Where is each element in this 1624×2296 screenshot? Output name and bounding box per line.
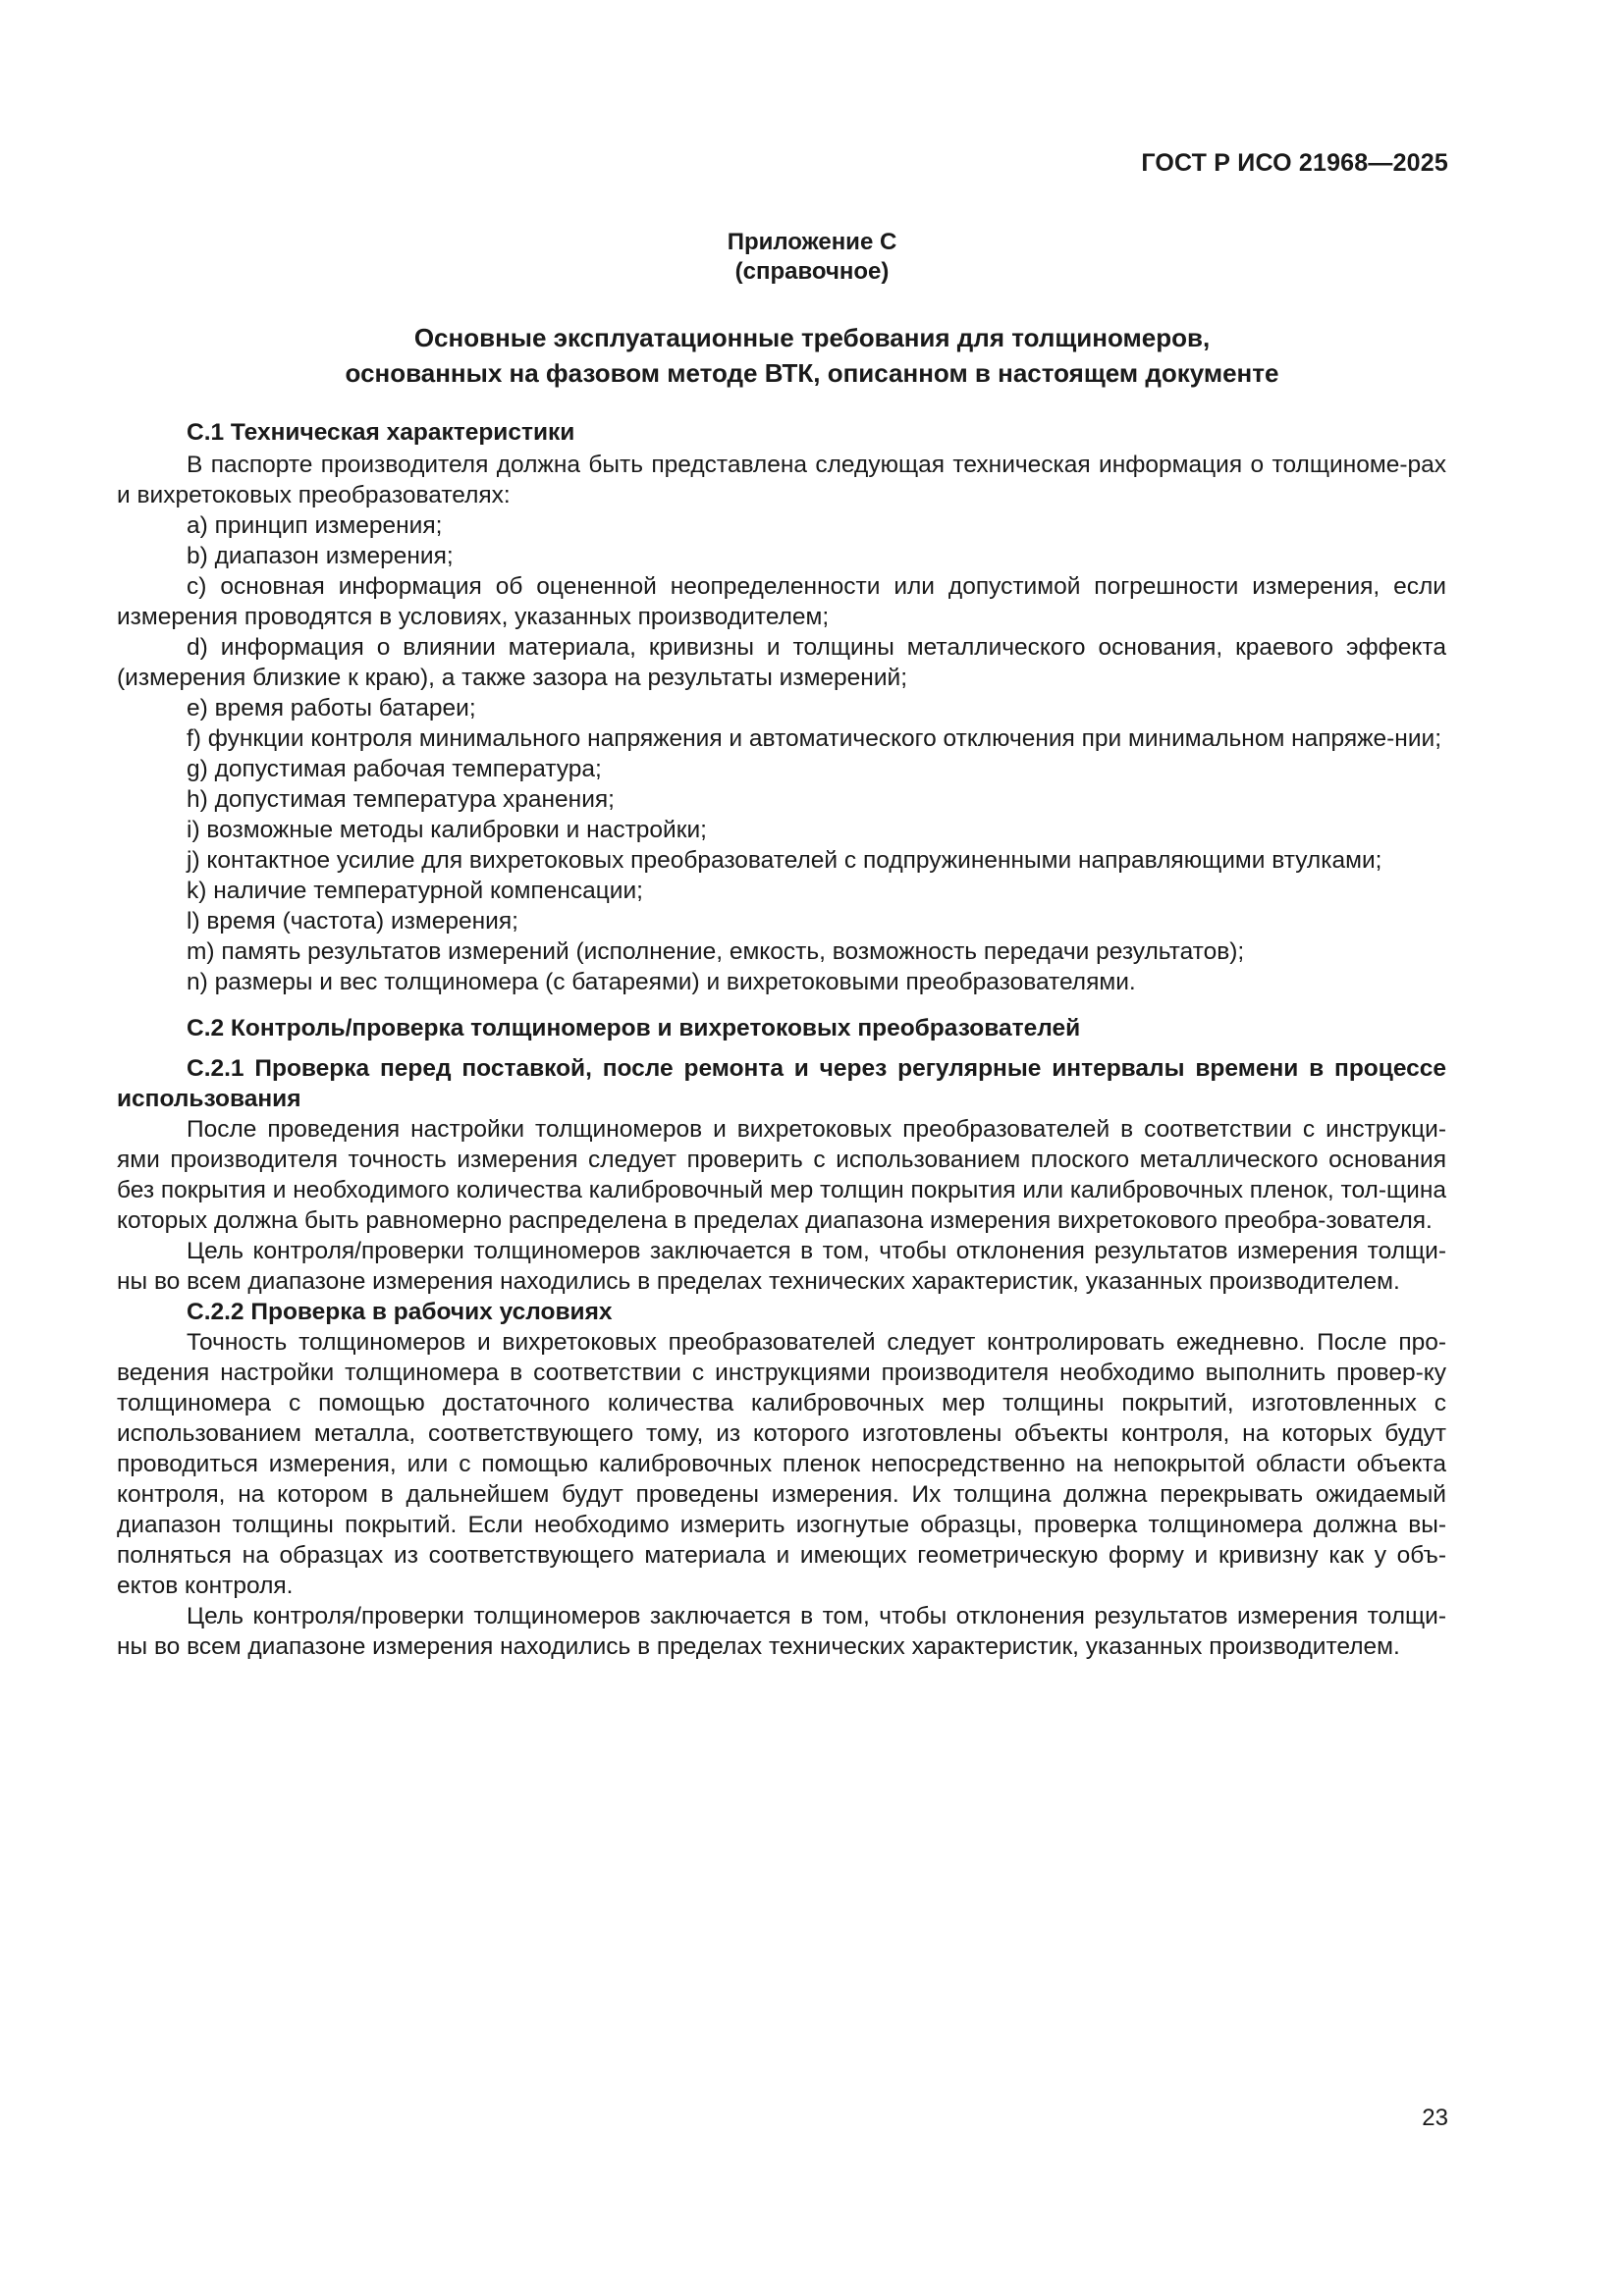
annex-status: (справочное) (734, 258, 890, 285)
annex-title-line-1: Основные эксплуатационные требования для толщиномеров, (413, 323, 1211, 352)
section-c22-paragraph-1: Точность толщиномеров и вихретоковых преобразователей следует контролировать ежедневно. После про-ведения настройки толщиномера в соответствии с инструкциями производителя необходимо выполнить провер-ку толщиномера с помощью достаточного количества калибровочных мер толщины покрытий, изготовленных с использованием металла, соответствующего тому, из которого изготовлены объекты контроля, на которых будут проводиться измерения, или с помощью калибровочных пленок непосредственно на непокрытой области объекта контроля, на котором в дальнейшем будут проведены измерения. Их толщина должна перекрывать ожидаемый диапазон толщины покрытий. Если необходимо измерить изогнутые образцы, проверка толщиномера должна вы-полняться на образцах из соответствующего материала и имеющих геометрическую форму и кривизну как у объ-ектов контроля. (117, 1329, 1446, 1599)
list-item: h) допустимая температура хранения; (187, 786, 615, 813)
section-c2-heading: С.2 Контроль/проверка толщиномеров и вихретоковых преобразователей (187, 1015, 1081, 1041)
section-c21-paragraph-2: Цель контроля/проверки толщиномеров заключается в том, чтобы отклонения результатов измерения толщи-ны во всем диапазоне измерения находились в пределах технических характеристик, указанных производителем. (117, 1238, 1446, 1295)
section-c22-heading: С.2.2 Проверка в рабочих условиях (187, 1299, 613, 1325)
list-item: g) допустимая рабочая температура; (187, 756, 602, 782)
list-item: а) принцип измерения; (187, 512, 443, 539)
list-item: l) время (частота) измерения; (187, 908, 518, 934)
section-c21-heading: С.2.1 Проверка перед поставкой, после ремонта и через регулярные интервалы времени в процессе использования (117, 1055, 1446, 1112)
list-item: b) диапазон измерения; (187, 543, 454, 569)
section-c1-intro: В паспорте производителя должна быть представлена следующая техническая информация о толщиноме-рах и вихретоковых преобразователях: (117, 452, 1446, 508)
list-item: с) основная информация об оцененной неопределенности или допустимой погрешности измерения, если измерения проводятся в условиях, указанных производителем; (117, 573, 1446, 630)
requirements-list (117, 510, 1446, 997)
list-item: е) время работы батареи; (187, 695, 476, 721)
list-item: k) наличие температурной компенсации; (187, 878, 643, 904)
section-c1-heading: С.1 Техническая характеристики (187, 419, 575, 446)
section-c21-paragraph-1: После проведения настройки толщиномеров и вихретоковых преобразователей в соответствии с инструкци-ями производителя точность измерения следует проверить с использованием плоского металлического основания без покрытия и необходимого количества калибровочный мер толщин покрытия или калибровочных пленок, тол-щина которых должна быть равномерно распределена в пределах диапазона измерения вихретокового преобра-зователя. (117, 1116, 1446, 1234)
list-item: d) информация о влиянии материала, кривизны и толщины металлического основания, краевого эффекта (измерения близкие к краю), а также зазора на результаты измерений; (117, 634, 1446, 691)
annex-label: Приложение С (727, 229, 897, 255)
list-item: i) возможные методы калибровки и настройки; (187, 817, 707, 843)
document-body (117, 417, 1446, 1662)
annex-title-line-2: основанных на фазовом методе ВТК, описанном в настоящем документе (345, 358, 1279, 388)
list-item: n) размеры и вес толщиномера (с батареями) и вихретоковыми преобразователями. (187, 969, 1136, 995)
annex-heading (0, 228, 1624, 287)
standard-code: ГОСТ Р ИСО 21968—2025 (1141, 149, 1448, 177)
list-item: m) память результатов измерений (исполнение, емкость, возможность передачи результатов); (187, 938, 1245, 965)
page-number: 23 (1422, 2105, 1448, 2131)
list-item: j) контактное усилие для вихретоковых преобразователей с подпружиненными направляющими втулками; (187, 847, 1382, 874)
section-c22-paragraph-2: Цель контроля/проверки толщиномеров заключается в том, чтобы отклонения результатов измерения толщи-ны во всем диапазоне измерения находились в пределах технических характеристик, указанных производителем. (117, 1603, 1446, 1660)
list-item: f) функции контроля минимального напряжения и автоматического отключения при минимальном напряже-нии; (187, 725, 1442, 752)
annex-title (0, 320, 1624, 391)
